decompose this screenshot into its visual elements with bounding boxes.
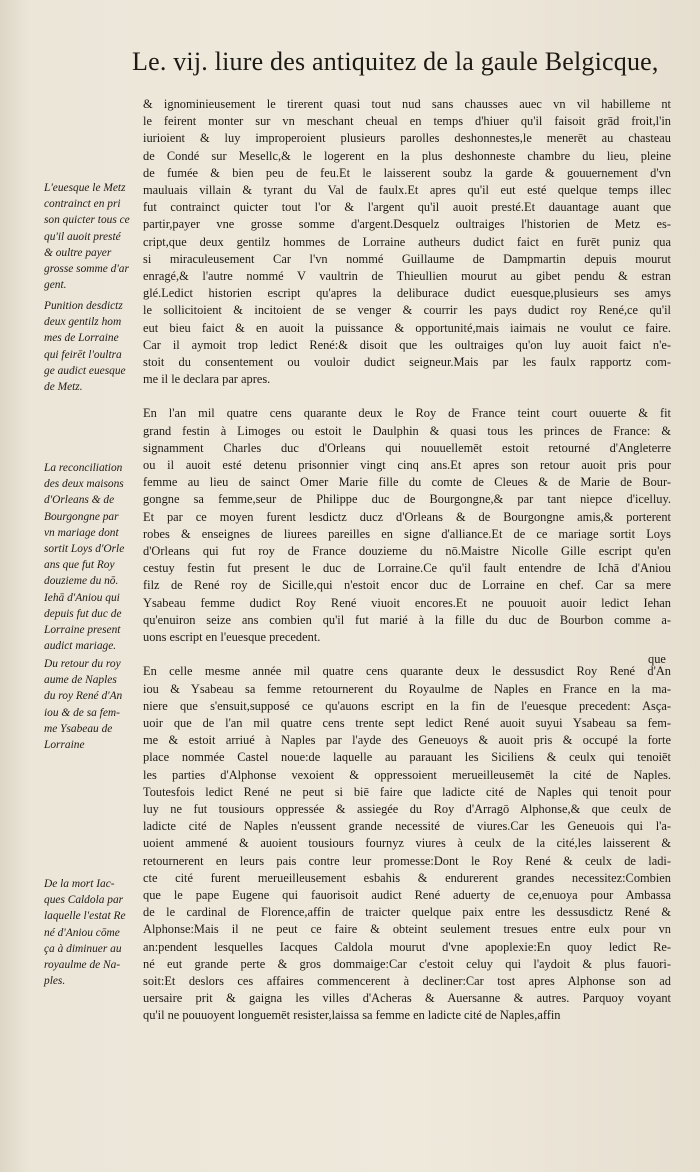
- text-line: d'Orleans qui fut roy de France douzieme du nō.Maistre Nicolle Gille escript qu'en: [143, 544, 671, 559]
- text-line: signamment Charles duc d'Orleans qui nouuellemēt estoit retourné d'Angleterre: [143, 440, 671, 455]
- margin-note-line: depuis fut duc de: [44, 607, 122, 620]
- text-line: ou il auoit esté detenu prisonnier vingt cinq ans.Et apres son retour auoit pris pour: [143, 458, 671, 473]
- text-line: me & estoit arriué à Naples par l'ayde des Geneuoys & auoit pris & occupé la forte: [143, 733, 671, 748]
- text-line: de Condé sur Mesellc,& le logerent en la plus deshonneste chambre du lieu, pleine: [143, 148, 671, 163]
- text-line: femme au lieu de sainct Omer Marie fille du comte de Cleues & de Marie de Bour-: [143, 475, 671, 490]
- margin-note-line: des deux maisons: [44, 478, 124, 491]
- text-line: grand festin à Limoges ou estoit le Daulphin & quasi tous les princes de France: &: [143, 423, 671, 438]
- text-line: luy ne fut tousiours oppressée & assiegée du Roy d'Arragō Alphonse,& que ceulx de: [143, 801, 671, 816]
- text-line: Car il aymoit trop ledict René:& disoit que les oultraiges qu'on luy auoit faict n'e-: [143, 337, 671, 352]
- text-line: enragé,& l'autre nommé V vaultrin de Thieullien mourut au gibet pendu & estran: [143, 269, 671, 284]
- margin-note-line: Iehā d'Aniou qui: [44, 591, 120, 604]
- margin-note-return-naples: [44, 656, 144, 753]
- margin-note-punishment: [44, 298, 144, 395]
- text-line: place nommée Castel noue:de laquelle au parauant les Siciliens & ceulx qui tenoiēt: [143, 750, 671, 765]
- text-line: iou & Ysabeau sa femme retournerent du Royaulme de Naples en France en la ma-: [143, 681, 671, 696]
- margin-note-line: Du retour du roy: [44, 658, 121, 670]
- text-line: robes & enseignes de liurees pareilles en signe d'alliance.Et de ce mariage sortit Loys: [143, 526, 671, 541]
- text-line: me il le declara par apres.: [143, 372, 271, 387]
- paragraph-3: [143, 663, 671, 1024]
- text-line: qu'enuiron seize ans combien qu'il fut marié à la fille du duc de Bourbon comme a-: [143, 612, 671, 627]
- catchword: que: [648, 652, 666, 666]
- text-line: les parties d'Alphonse vexoient & oppressoient merueilleusemēt la cité de Naples.: [143, 767, 671, 782]
- text-line: soit:Et deslors ces affaires commencerent à decliner:Car tost apres Alphonse son ad: [143, 973, 671, 988]
- margin-note-line: Bourgongne par: [44, 510, 119, 523]
- margin-note-line: vn mariage dont: [44, 526, 119, 539]
- text-line: Toutesfois ledict René ne peut si biē faire que ladicte cité de Naples qui tenoit pour: [143, 784, 671, 799]
- text-line: & ignominieusement le tirerent quasi tout nud sans chausses auec vn vil habilleme nt: [143, 97, 671, 111]
- margin-note-line: De la mort Iac-: [44, 878, 115, 890]
- running-header: Le. vij. liure des antiquitez de la gaule Belgicque,: [132, 47, 659, 76]
- margin-note-line: Punition desdictz: [44, 300, 123, 312]
- text-line: niere que s'ensuit,supposé ce qu'auons escript en la fin de l'euesque precedent: Asça-: [143, 698, 671, 713]
- text-line: Alphonse:Mais il ne peut ce faire & obteint seulement tresues entre eulx pour vn: [143, 922, 671, 937]
- text-line: de le cardinal de Florence,affin de traicter quelque paix entre les dessusdictz René &: [143, 905, 671, 920]
- text-line: né eut grande perte & gros dommaige:Car c'estoit celuy qui l'aydoit & plus fauori-: [143, 956, 671, 971]
- text-line: uoient ammené & auoient tousiours fournyz viures à ceulx de la cité,les laisserent &: [143, 836, 671, 851]
- text-line: cestuy festin fut present le duc de Lorraine.Ce qu'il fault entendre de Ichā d'Aniou: [143, 561, 671, 576]
- text-line: Et par ce moyen furent lesdictz ducz d'Orleans & de Bourgongne amis,& porterent: [143, 509, 671, 524]
- text-line: Ysabeau femme dudict Roy René viuoit encores.Et ne pouuoit auoir ledict Iehan: [143, 595, 671, 610]
- text-line: eut bieu faict & en auoit la puissance & opportunité,mais iaimais ne voulut ce faire.: [143, 320, 671, 335]
- text-line: que le pape Eugene qui fauorisoit audict René aduerty de ce,enuoya pour Ambassa: [143, 887, 671, 902]
- text-line: glé.Ledict historien escript qu'apres la deliburace dudict euesque,plusieurs ses amys: [143, 286, 671, 301]
- margin-note-reconciliation: [44, 460, 144, 654]
- margin-note-line: ça à diminuer au: [44, 942, 122, 955]
- margin-note-line: Lorraine present: [44, 624, 121, 637]
- margin-note-line: grosse somme d'ar: [44, 263, 129, 276]
- text-line: le sollicitoient & incitoient de se venger & courrir les pays dudict roy René,ce qu'il: [143, 303, 671, 318]
- text-line: uoir que de l'an mil quatre cens trente sept ledict René auoit suyui Ysabeau sa fem-: [143, 715, 671, 730]
- margin-note-line: iou & de sa fem-: [44, 706, 120, 719]
- margin-note-line: qu'il auoit presté: [44, 230, 121, 243]
- text-line: gongne sa femme,seur de Philippe duc de Bourgongne,& par tant niepce d'icelluy.: [143, 492, 671, 507]
- margin-note-line: de Metz.: [44, 381, 83, 394]
- margin-note-line: contrainct en pri: [44, 198, 121, 211]
- text-line: fut contrainct quicter tout l'or & l'argent qu'il auoit presté.Et dauantage auant que: [143, 200, 671, 215]
- text-line: si miraculeusement Car l'vn nommé Guillaume de Dampmartin depuis mourut: [143, 251, 671, 266]
- margin-note-caldola-death: [44, 876, 144, 989]
- margin-note-bishop-metz: [44, 180, 144, 293]
- margin-note-line: L'euesque le Metz: [44, 182, 126, 194]
- text-line: partir,payer vne grosse somme d'argent.Desquelz oultraiges l'historien de Metz es-: [143, 217, 671, 232]
- text-line: En celle mesme année mil quatre cens quarante deux le dessusdict Roy René d'An: [143, 664, 671, 679]
- margin-note-line: ge audict euesque: [44, 364, 126, 377]
- text-line: an:pendent lesquelles Iacques Caldola mourut d'vne apoplexie:En quoy ledict Re-: [143, 939, 671, 954]
- margin-note-line: ples.: [44, 975, 66, 988]
- margin-note-line: La reconciliation: [44, 462, 123, 474]
- margin-note-line: ans que fut Roy: [44, 559, 115, 572]
- text-line: de fumée & bien peu de feu.Et le laisserent soubz la garde & gouuernement d'vn: [143, 165, 671, 180]
- paragraph-1: [143, 96, 671, 388]
- margin-note-line: sortit Loys d'Orle: [44, 543, 125, 556]
- paragraph-2: [143, 405, 671, 646]
- margin-note-line: douzieme du nō.: [44, 575, 119, 588]
- text-line: ladicte cité de Naples n'eussent grande necessité de viures.Car les Geneuois qui l'a-: [143, 819, 671, 834]
- margin-note-line: du roy René d'An: [44, 690, 123, 703]
- text-line: uons escript en l'euesque precedent.: [143, 630, 321, 645]
- margin-note-line: me Ysabeau de: [44, 722, 113, 735]
- margin-note-line: gent.: [44, 279, 67, 292]
- text-line: uersaire prit & gaigna les villes d'Acheras & Auersanne & autres. Parquoy voyant: [143, 991, 671, 1006]
- text-line: En l'an mil quatre cens quarante deux le Roy de France teint court ouuerte & fit: [143, 406, 671, 421]
- text-line: mauluais villain & tyrant du Val de faulx.Et apres qu'il eut esté quelque temps illec: [143, 183, 671, 198]
- text-line: le feirent monter sur vn meschant cheual en temps d'hiuer qu'il faisoit grād froit,l'in: [143, 114, 671, 129]
- text-line: qu'il ne pouuoyent longuemēt resister,laissa sa femme en ladicte cité de Naples,affin: [143, 1008, 561, 1023]
- margin-note-line: né d'Aniou cōme: [44, 926, 120, 939]
- margin-note-line: d'Orleans & de: [44, 494, 115, 507]
- text-line: iurioient & luy improperoient plusieurs parolles deshonnestes,le menerēt au chasteau: [143, 131, 671, 146]
- text-line: retournerent en leurs pais contre leur promesse:Dont le Roy René & ceulx de ladi-: [143, 853, 671, 868]
- margin-note-line: aume de Naples: [44, 674, 117, 687]
- margin-note-line: audict mariage.: [44, 640, 117, 653]
- text-line: stoit du consentement ou vouloir dudict seigneur.Mais par les faulx rapportz com-: [143, 355, 671, 370]
- main-text: [143, 96, 671, 1025]
- margin-note-line: ques Caldola par: [44, 894, 124, 907]
- text-line: cript,que deux gentilz hommes de Lorraine autheurs dudict faict en furēt puniz qua: [143, 234, 671, 249]
- margin-note-line: royaulme de Na-: [44, 959, 121, 972]
- margin-note-line: & oultre payer: [44, 246, 112, 259]
- margin-note-line: son quicter tous ce: [44, 214, 130, 227]
- text-line: filz de René roy de Sicille,qui n'estoit encor duc de Lorraine en chef. Car sa mere: [143, 578, 671, 593]
- text-line: cte cité furent merueilleusement esbahis & endurerent grandes necessitez:Combien: [143, 870, 671, 885]
- margin-note-line: Lorraine: [44, 739, 85, 752]
- margin-note-line: deux gentilz hom: [44, 316, 122, 329]
- margin-note-line: qui feirēt l'oultra: [44, 348, 122, 361]
- margin-note-line: mes de Lorraine: [44, 332, 119, 345]
- margin-note-line: laquelle l'estat Re: [44, 910, 126, 923]
